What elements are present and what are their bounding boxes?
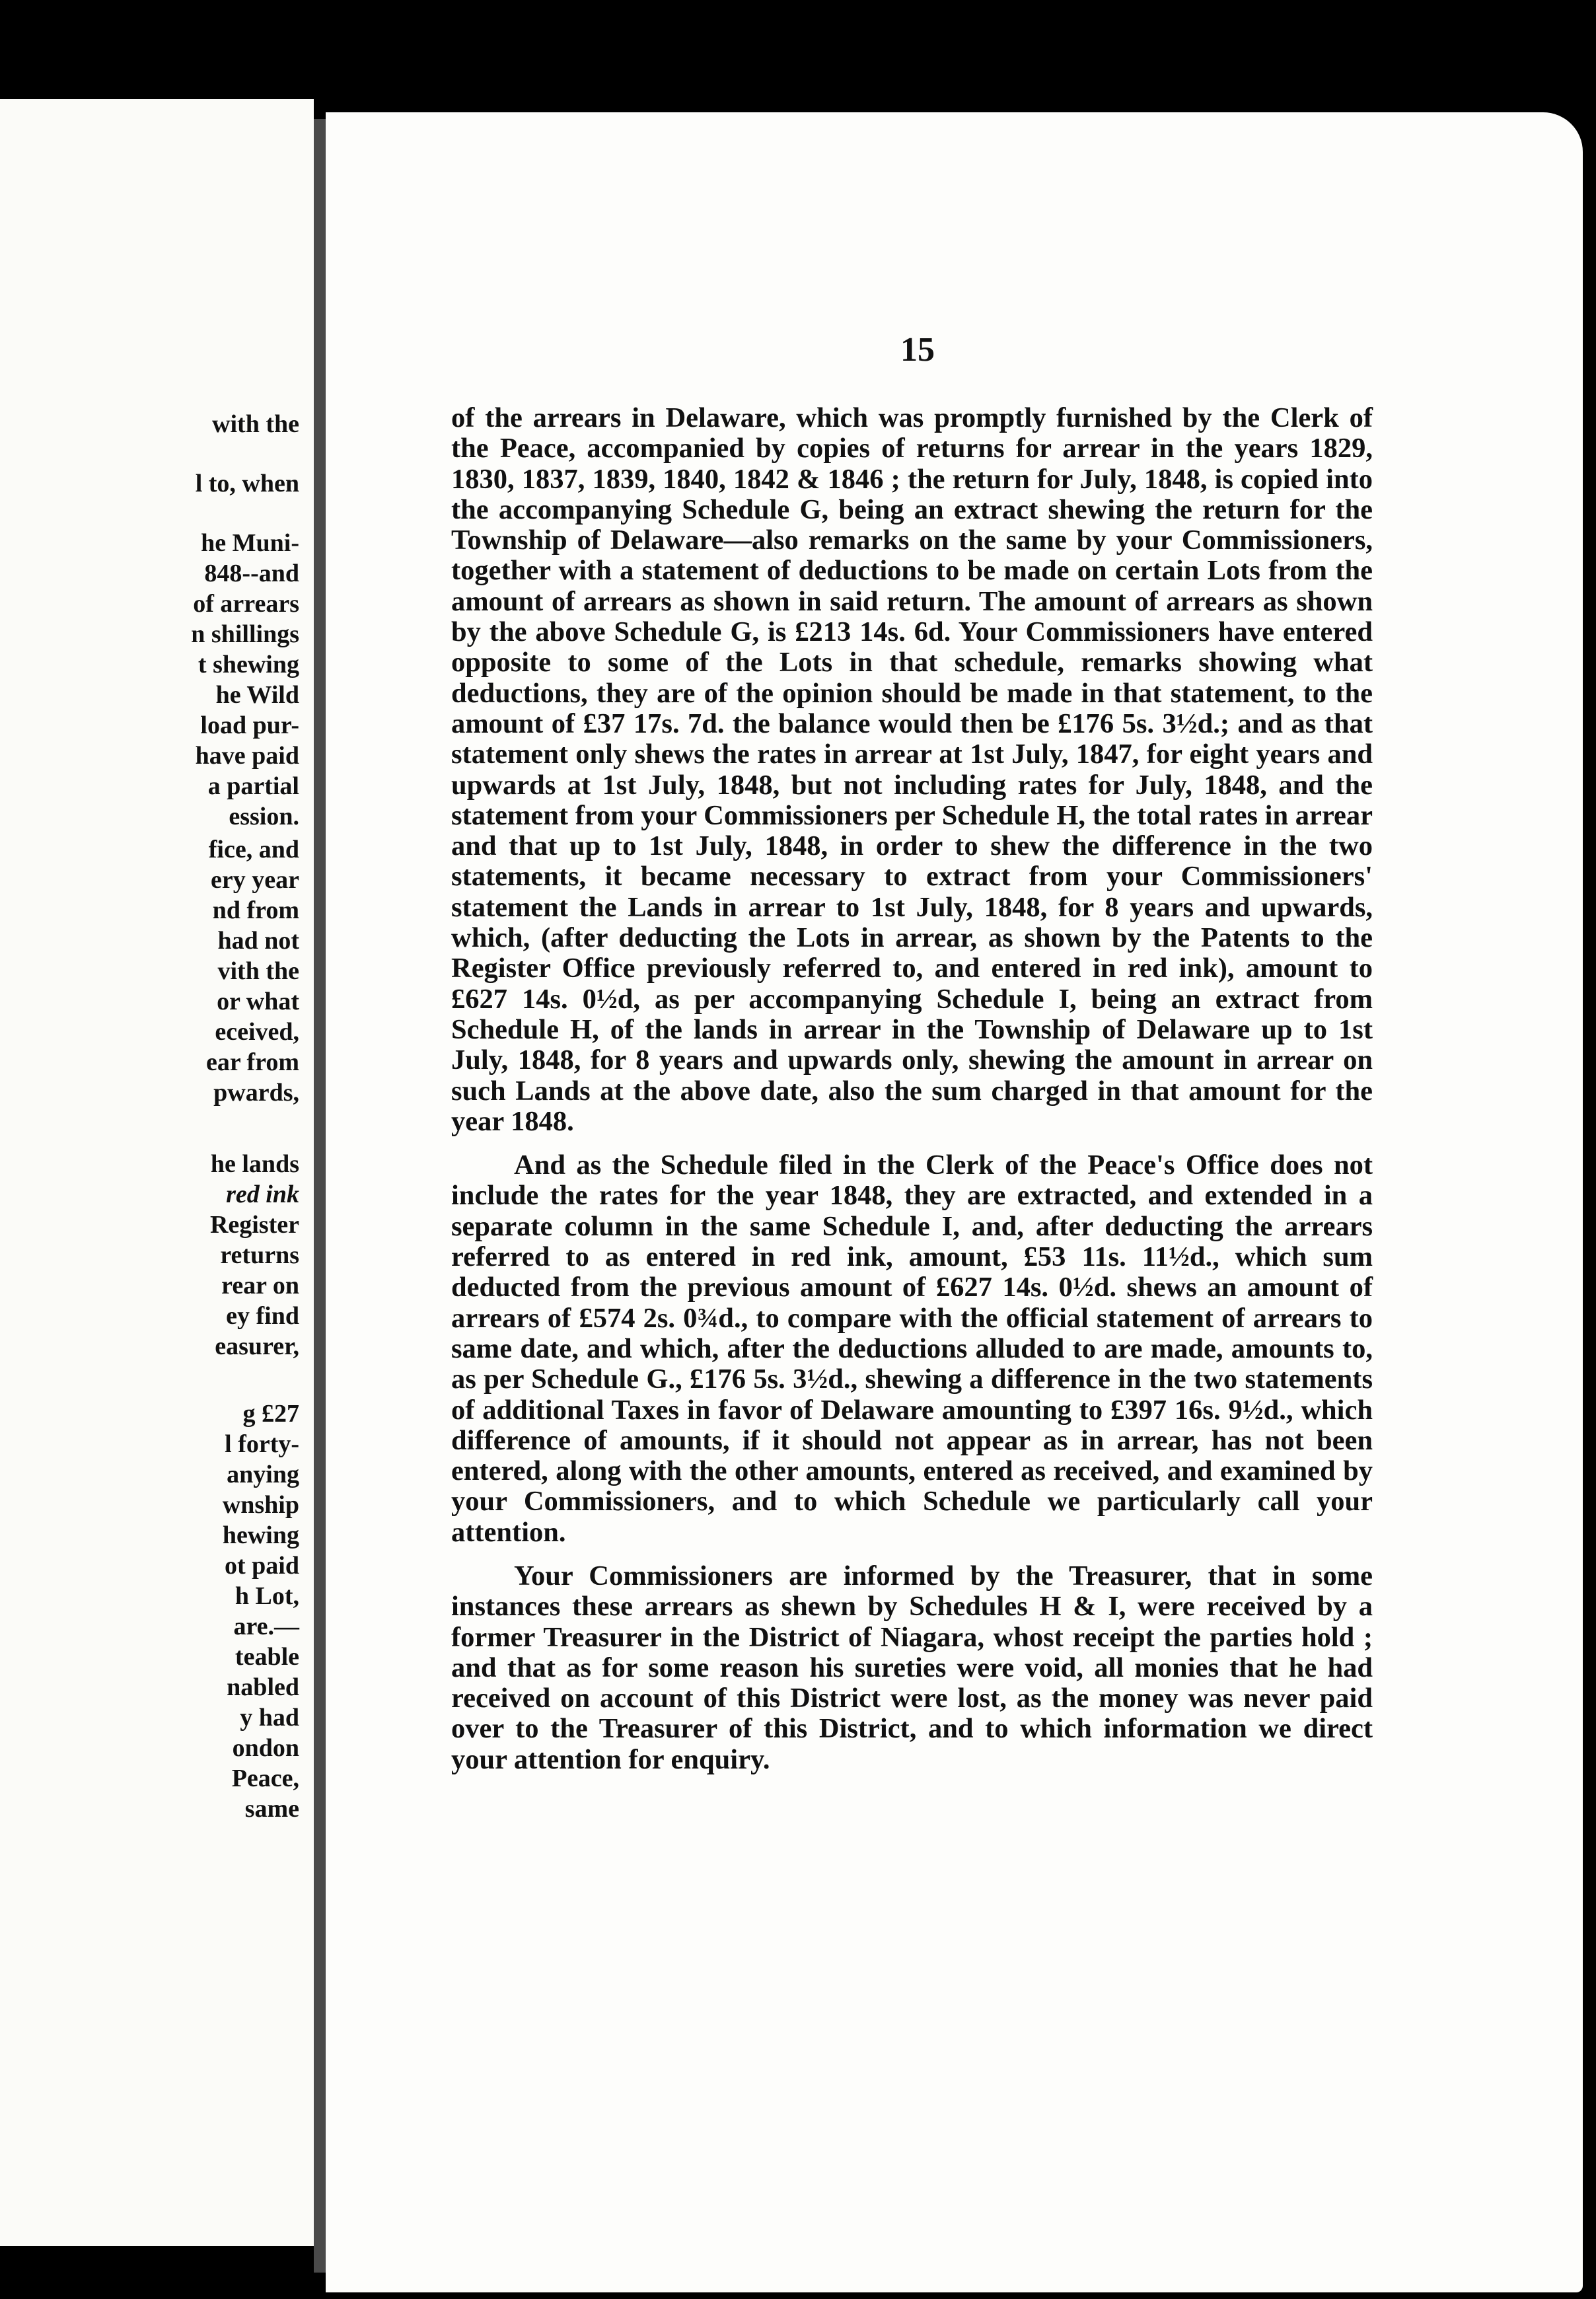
left-page-line: l to, when (195, 470, 299, 497)
left-page-line: he Muni- (201, 529, 299, 557)
left-page-line: eceived, (215, 1018, 299, 1046)
paragraph-2: And as the Schedule filed in the Clerk of the Peace's Office does not include the rates for the year 1848, they are extracted, and extended in a separate column in the same Schedule I, and, after deducting the arrears referred to as entered in red ink, amount, £53 11s. 11½d., which sum deducted from the previous amount of £627 14s. 0½d. shews an amount of arrears of £574 2s. 0¾d., to compare with the official statement of arrears to same date, and which, after the deductions alluded to are made, amounts to, as per Schedule G., £176 5s. 3½d., shewing a difference in the two statements of additional Taxes in favor of Delaware amounting to £397 16s. 9½d., which difference of amounts, if it should not appear as in arrear, has not been entered, along with the other amounts, entered as received, and examined by your Commissioners, and to which Schedule we particularly call your attention. (451, 1150, 1373, 1548)
left-page-line: wnship (222, 1491, 299, 1519)
left-page-line: are.— (233, 1613, 299, 1640)
left-page-line: fice, and (208, 836, 299, 863)
paragraph-1: of the arrears in Delaware, which was promptly furnished by the Clerk of the Peace, accompanied by copies of returns for arrear in the years 1829, 1830, 1837, 1839, 1840, 1842 & 1846 ; the return for July, 1848, is copied into the accompanying Schedule G, being an extract shewing the return for the Township of Delaware—also remarks on the same by your Commissioners, together with a statement of deductions to be made on certain Lots from the amount of arrears as shown in said return. The amount of arrears as shown by the above Schedule G, is £213 14s. 6d. Your Commissioners have entered opposite to some of the Lots in that schedule, remarks showing what deductions, they are of the opinion should be made in that statement, to the amount of £37 17s. 7d. the balance would then be £176 5s. 3½d.; and as that statement only shews the rates in arrear at 1st July, 1847, for eight years and upwards at 1st July, 1848, but not including rates for July, 1848, and the statement from your Commissioners per Schedule H, the total rates in arrear and that up to 1st July, 1848, in order to shew the difference in the two statements, it became necessary to extract from your Commissioners' statement the Lands in arrear to 1st July, 1848, for 8 years and upwards, which, (after deducting the Lots in arrear, as shown by the Patents to the Register Office previously referred to, and entered in red ink), amount to £627 14s. 0½d, as per accompanying Schedule I, being an extract from Schedule H, of the lands in arrear in the Township of Delaware up to 1st July, 1848, for 8 years and upwards only, shewing the amount in arrear on such Lands at the above date, also the sum charged in that amount for the year 1848. (451, 402, 1373, 1137)
left-page-fragment (0, 99, 314, 2246)
left-page-line: had not (217, 927, 299, 955)
left-page-line: anying (227, 1461, 299, 1488)
paragraph-3: Your Commissioners are informed by the Treasurer, that in some instances these arrears as shewn by Schedules H & I, were received by a former Treasurer in the District of Niagara, whost receipt the parties hold ; and that as for some reason his sureties were void, all monies that he had received on account of this District were lost, as the money was never paid over to the Treasurer of this District, and to which information we direct your attention for enquiry. (451, 1560, 1373, 1775)
left-page-line: t shewing (198, 651, 299, 678)
left-page-line: Register (209, 1211, 299, 1239)
left-page-line: 848--and (204, 560, 299, 587)
left-page-line: n shillings (191, 620, 299, 648)
left-page-line: ot paid (225, 1552, 299, 1580)
left-page-line: red ink (226, 1181, 299, 1208)
left-page-line: he lands (210, 1150, 299, 1178)
left-page-line: teable (235, 1643, 299, 1671)
left-page-line: or what (217, 988, 299, 1015)
page-number: 15 (900, 331, 935, 369)
left-page-line: a partial (207, 772, 299, 800)
left-page-line: he Wild (215, 681, 299, 709)
left-page-line: Peace, (231, 1765, 299, 1792)
left-page-line: vith the (217, 957, 299, 985)
left-page-line: g £27 (242, 1400, 299, 1428)
book-gutter (314, 119, 326, 2273)
body-text (451, 403, 1373, 1788)
left-page-line: rear on (221, 1272, 299, 1299)
left-page-line: of arrears (193, 590, 299, 618)
left-page-line: have paid (195, 742, 299, 770)
right-page (326, 112, 1583, 2292)
left-page-line: ondon (232, 1734, 299, 1762)
left-page-line: load pur- (200, 712, 299, 739)
left-page-line: hewing (222, 1521, 299, 1549)
left-page-line: pwards, (213, 1079, 299, 1107)
left-page-line: ery year (211, 866, 299, 894)
left-page-line: ession. (229, 803, 299, 830)
left-page-line: easurer, (215, 1332, 299, 1360)
left-page-line: nd from (212, 896, 299, 924)
left-page-line: same (244, 1795, 299, 1823)
left-page-line: nabled (227, 1673, 299, 1701)
left-page-line: returns (220, 1241, 299, 1269)
left-page-line: l forty- (225, 1430, 299, 1458)
left-page-line: with the (212, 410, 299, 438)
left-page-line: h Lot, (235, 1582, 299, 1610)
left-page-line: ey find (226, 1302, 299, 1330)
left-page-line: ear from (205, 1048, 299, 1076)
left-page-line: y had (240, 1704, 299, 1732)
